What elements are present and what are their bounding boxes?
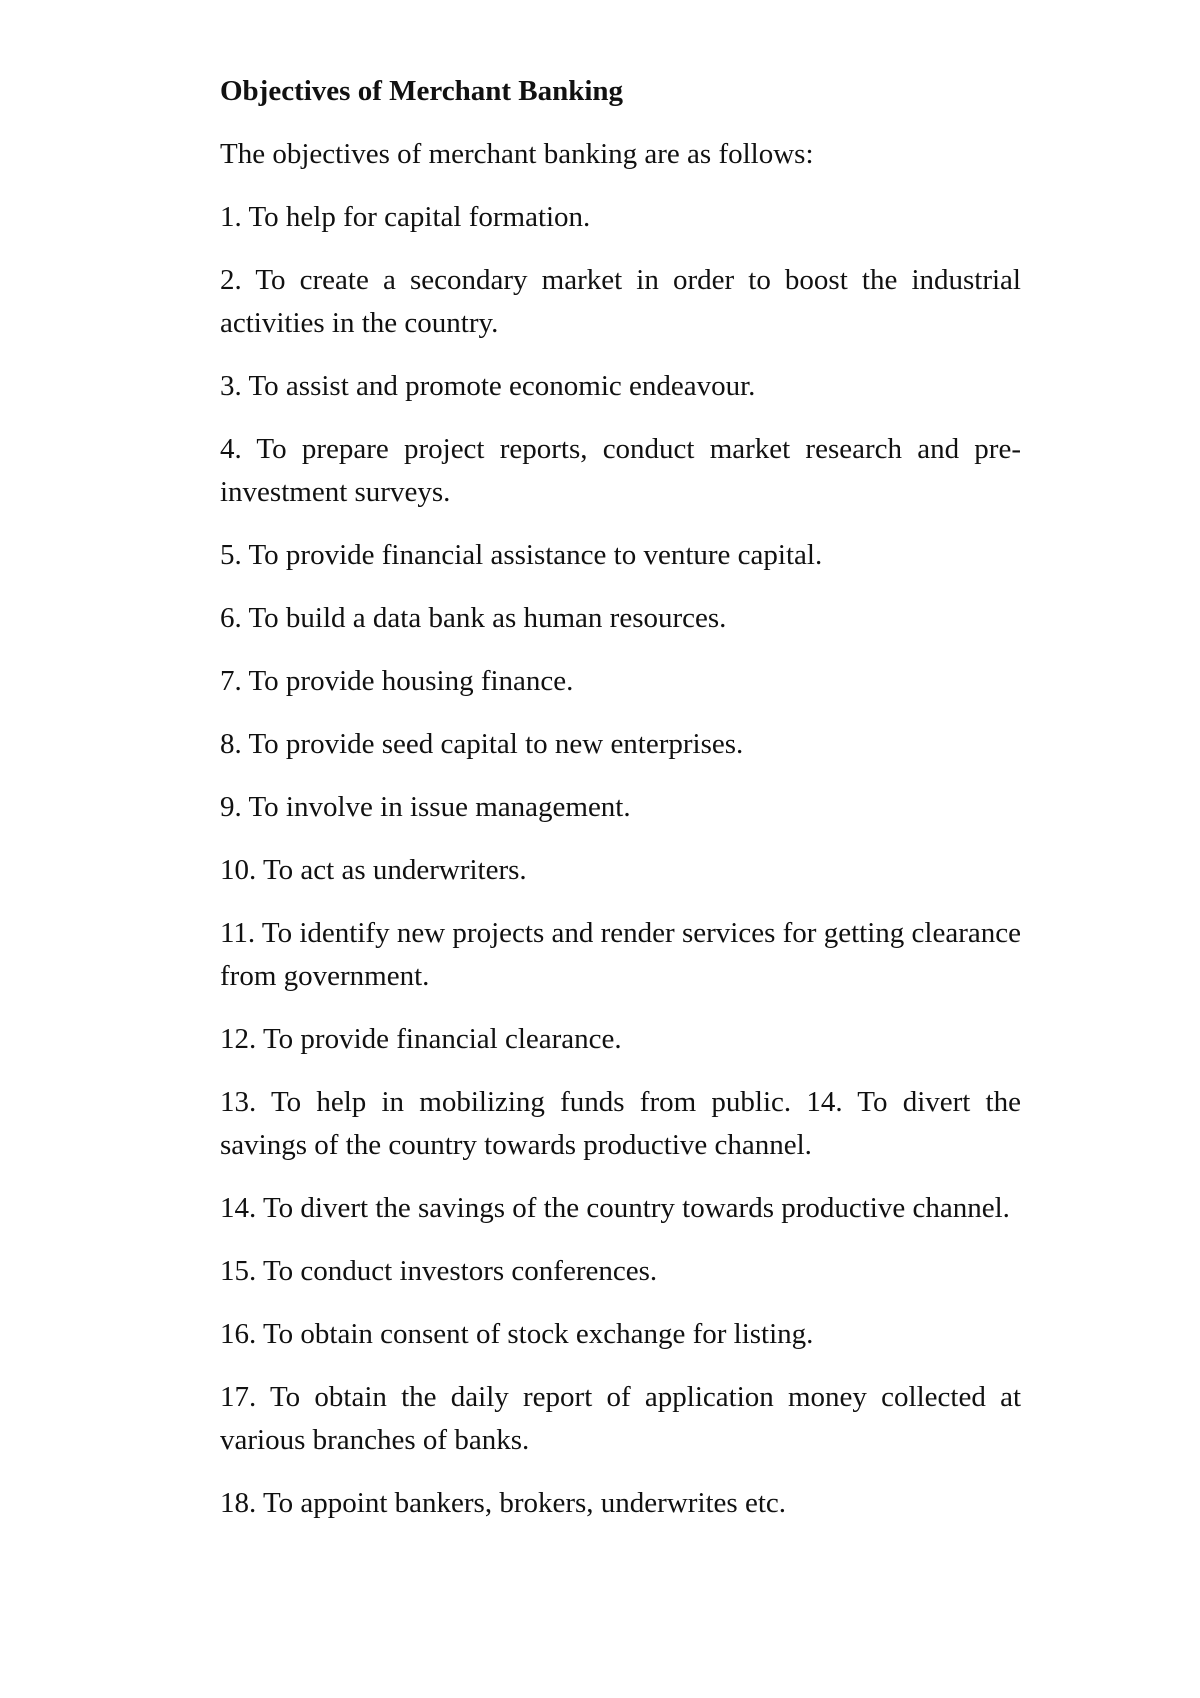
- list-item: 13. To help in mobilizing funds from public. 14. To divert the savings of the country towards productive channel.: [220, 1086, 1021, 1161]
- list-item: 3. To assist and promote economic endeavour.: [220, 370, 756, 402]
- list-item: 9. To involve in issue management.: [220, 791, 631, 823]
- list-item: 14. To divert the savings of the country towards productive channel.: [220, 1192, 1010, 1224]
- list-item: 5. To provide financial assistance to venture capital.: [220, 539, 823, 571]
- list-item: 12. To provide financial clearance.: [220, 1023, 622, 1055]
- list-item: 6. To build a data bank as human resources.: [220, 602, 727, 634]
- list-item: 11. To identify new projects and render services for getting clearance from government.: [220, 917, 1021, 992]
- intro-paragraph: The objectives of merchant banking are as follows:: [220, 138, 814, 170]
- list-item: 4. To prepare project reports, conduct market research and pre-investment surveys.: [220, 433, 1021, 508]
- page-title: Objectives of Merchant Banking: [220, 75, 624, 107]
- list-item: 1. To help for capital formation.: [220, 201, 591, 233]
- list-item: 16. To obtain consent of stock exchange for listing.: [220, 1318, 814, 1350]
- list-item: 2. To create a secondary market in order to boost the industrial activities in the country.: [220, 264, 1021, 339]
- document-body: [220, 70, 1021, 1545]
- list-item: 18. To appoint bankers, brokers, underwrites etc.: [220, 1487, 787, 1519]
- list-item: 17. To obtain the daily report of application money collected at various branches of banks.: [220, 1381, 1021, 1456]
- list-item: 10. To act as underwriters.: [220, 854, 527, 886]
- list-item: 15. To conduct investors conferences.: [220, 1255, 658, 1287]
- list-item: 7. To provide housing finance.: [220, 665, 574, 697]
- list-item: 8. To provide seed capital to new enterprises.: [220, 728, 744, 760]
